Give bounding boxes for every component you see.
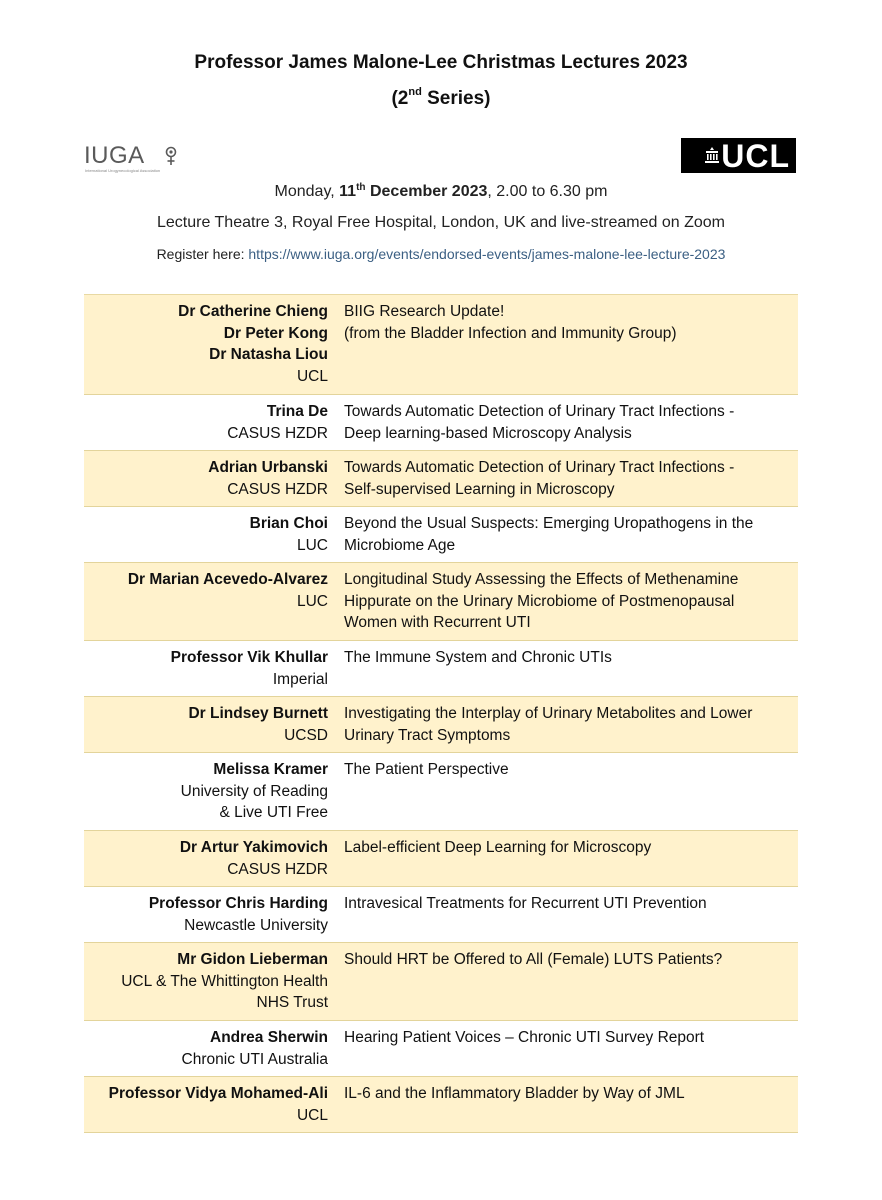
speaker-cell — [84, 887, 336, 942]
talk-title-cell — [336, 451, 798, 506]
talk-title-line: (from the Bladder Infection and Immunity Group) — [344, 324, 677, 342]
schedule-row — [84, 943, 798, 1021]
speaker-name: Dr Catherine Chieng — [178, 303, 328, 320]
talk-title-line: Women with Recurrent UTI — [344, 614, 531, 632]
talk-title-cell — [336, 753, 798, 830]
speaker-name: Professor Vidya Mohamed-Ali — [108, 1085, 328, 1102]
speaker-cell — [84, 943, 336, 1020]
speaker-name: Dr Marian Acevedo-Alvarez — [127, 571, 328, 588]
speaker-cell — [84, 563, 336, 640]
speaker-name: Mr Gidon Lieberman — [177, 951, 328, 968]
speaker-affiliation: CASUS HZDR — [227, 860, 328, 878]
talk-title-cell — [336, 395, 798, 450]
event-day: Monday, — [274, 183, 340, 200]
speaker-cell — [84, 451, 336, 506]
iuga-logo — [84, 143, 194, 173]
schedule-row — [84, 1077, 798, 1133]
schedule-row — [84, 641, 798, 697]
talk-title-line: The Patient Perspective — [344, 761, 509, 778]
speaker-cell — [84, 1021, 336, 1076]
talk-title-cell — [336, 887, 798, 942]
event-date-suffix: th — [356, 182, 366, 193]
speaker-affiliation: Chronic UTI Australia — [181, 1050, 328, 1068]
event-time: , 2.00 to 6.30 pm — [487, 183, 608, 200]
series-open: (2 — [391, 88, 409, 109]
speaker-affiliation: NHS Trust — [256, 994, 328, 1012]
talk-title-cell — [336, 563, 798, 640]
talk-title-cell — [336, 943, 798, 1020]
talk-title-line: Towards Automatic Detection of Urinary Tract Infections - — [344, 403, 735, 420]
speaker-name: Adrian Urbanski — [208, 459, 328, 476]
talk-title-line: Deep learning-based Microscopy Analysis — [344, 424, 632, 442]
talk-title-line: BIIG Research Update! — [344, 303, 505, 320]
schedule-row — [84, 831, 798, 887]
ucl-logo — [681, 138, 796, 173]
speaker-name: Trina De — [266, 403, 328, 420]
schedule-row — [84, 1021, 798, 1077]
series-superscript: nd — [408, 86, 422, 98]
talk-title-cell — [336, 507, 798, 562]
talk-title-line: Investigating the Interplay of Urinary Metabolites and Lower — [344, 705, 753, 722]
schedule-row — [84, 395, 798, 451]
speaker-cell — [84, 295, 336, 394]
speaker-affiliation: CASUS HZDR — [227, 480, 328, 498]
register-link[interactable]: https://www.iuga.org/events/endorsed-events/james-malone-lee-lecture-2023 — [248, 246, 726, 262]
event-date-month-year: December 2023 — [365, 183, 488, 200]
schedule-row — [84, 697, 798, 753]
speaker-name: Professor Vik Khullar — [170, 649, 328, 666]
talk-title-line: Hippurate on the Urinary Microbiome of Postmenopausal — [344, 592, 735, 610]
speaker-affiliation: UCL — [296, 368, 328, 386]
speaker-affiliation: UCSD — [284, 726, 328, 744]
speaker-name: Dr Natasha Liou — [209, 346, 328, 364]
register-line — [0, 246, 882, 262]
lecture-schedule-table — [84, 294, 798, 1133]
talk-title-line: Self-supervised Learning in Microscopy — [344, 480, 615, 498]
speaker-cell — [84, 1077, 336, 1132]
talk-title-line: Longitudinal Study Assessing the Effects of Methenamine — [344, 571, 739, 588]
schedule-row — [84, 887, 798, 943]
talk-title-cell — [336, 1077, 798, 1132]
talk-title-line: IL-6 and the Inflammatory Bladder by Way of JML — [344, 1085, 685, 1102]
speaker-affiliation: LUC — [296, 592, 328, 610]
talk-title-line: Urinary Tract Symptoms — [344, 726, 511, 744]
talk-title-line: Microbiome Age — [344, 536, 456, 554]
speaker-name: Dr Artur Yakimovich — [179, 839, 328, 856]
iuga-logo-subtitle: International Urogynecological Association — [85, 168, 161, 173]
speaker-name: Melissa Kramer — [213, 761, 328, 778]
speaker-cell — [84, 507, 336, 562]
event-date-number: 11 — [339, 183, 357, 200]
speaker-name: Professor Chris Harding — [148, 895, 328, 912]
talk-title-line: The Immune System and Chronic UTIs — [344, 649, 612, 666]
speaker-affiliation: Imperial — [272, 670, 328, 688]
speaker-cell — [84, 641, 336, 696]
female-symbol-icon — [164, 146, 178, 166]
speaker-name: Dr Peter Kong — [223, 324, 328, 342]
talk-title-cell — [336, 697, 798, 752]
speaker-cell — [84, 395, 336, 450]
schedule-row — [84, 507, 798, 563]
speaker-cell — [84, 831, 336, 886]
speaker-affiliation: LUC — [296, 536, 328, 554]
speaker-name: Dr Lindsey Burnett — [188, 705, 328, 722]
speaker-affiliation: University of Reading — [180, 782, 328, 800]
page-title: Professor James Malone-Lee Christmas Lectures 2023 — [194, 52, 688, 73]
schedule-row — [84, 295, 798, 395]
schedule-row — [84, 451, 798, 507]
talk-title-cell — [336, 831, 798, 886]
schedule-row — [84, 563, 798, 641]
talk-title-cell — [336, 641, 798, 696]
speaker-affiliation: UCL — [296, 1106, 328, 1124]
talk-title-line: Should HRT be Offered to All (Female) LUTS Patients? — [344, 951, 723, 968]
talk-title-line: Towards Automatic Detection of Urinary Tract Infections - — [344, 459, 735, 476]
speaker-affiliation: & Live UTI Free — [219, 804, 328, 822]
speaker-affiliation: Newcastle University — [184, 916, 328, 934]
talk-title-line: Hearing Patient Voices – Chronic UTI Survey Report — [344, 1029, 705, 1046]
talk-title-cell — [336, 295, 798, 394]
series-subtitle — [0, 88, 882, 110]
speaker-name: Andrea Sherwin — [210, 1029, 328, 1046]
speaker-name: Brian Choi — [249, 515, 328, 532]
speaker-affiliation: CASUS HZDR — [227, 424, 328, 442]
portico-icon — [705, 147, 719, 163]
talk-title-line: Beyond the Usual Suspects: Emerging Uropathogens in the — [344, 515, 754, 532]
speaker-cell — [84, 697, 336, 752]
event-venue: Lecture Theatre 3, Royal Free Hospital, London, UK and live-streamed on Zoom — [157, 214, 725, 231]
series-close: Series) — [421, 88, 491, 109]
iuga-logo-text: IUGA — [84, 142, 145, 169]
talk-title-line: Intravesical Treatments for Recurrent UTI Prevention — [344, 895, 707, 912]
talk-title-line: Label-efficient Deep Learning for Microscopy — [344, 839, 652, 856]
speaker-affiliation: UCL & The Whittington Health — [121, 972, 328, 990]
event-date-line — [0, 183, 882, 201]
register-label: Register here: — [156, 246, 249, 262]
schedule-row — [84, 753, 798, 831]
talk-title-cell — [336, 1021, 798, 1076]
speaker-cell — [84, 753, 336, 830]
ucl-logo-text: UCL — [721, 138, 790, 174]
